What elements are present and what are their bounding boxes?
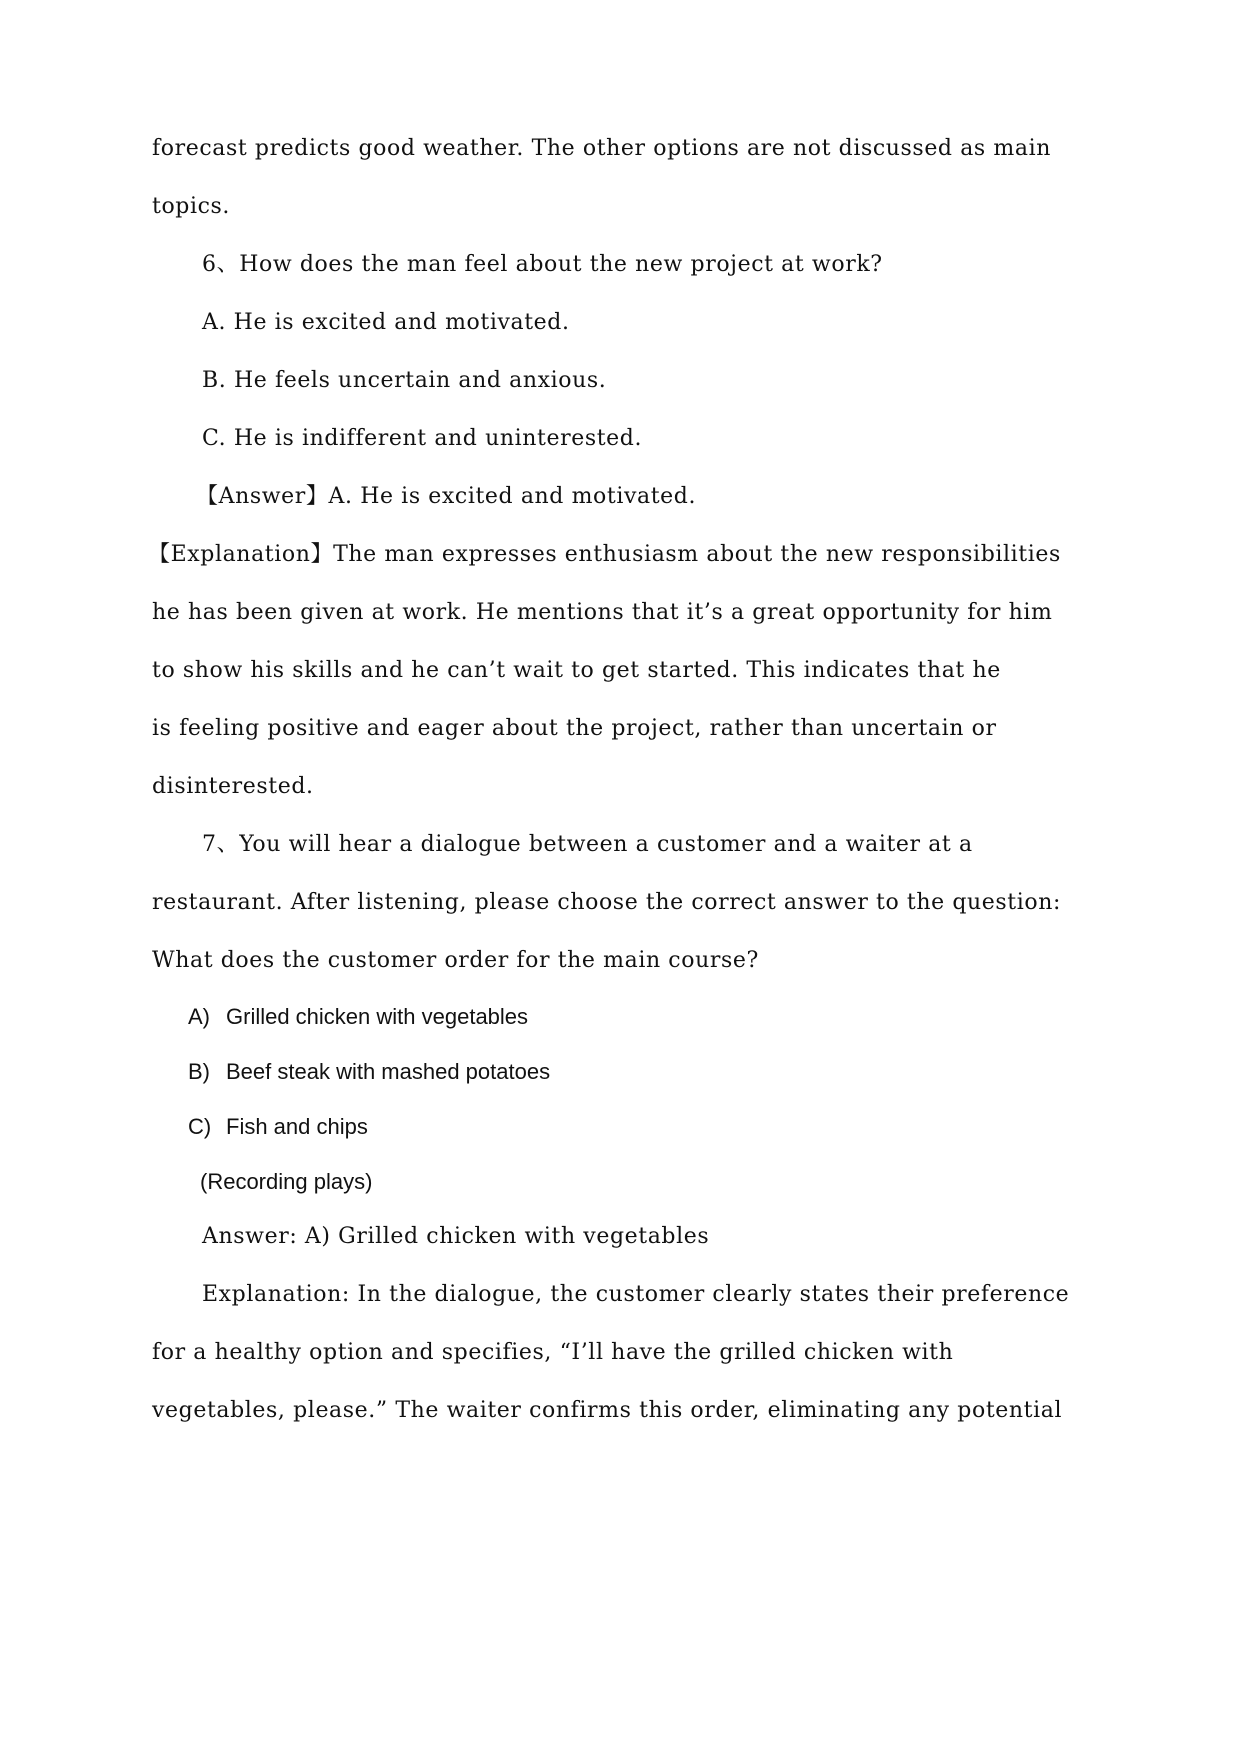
option-text: Beef steak with mashed potatoes (226, 1059, 551, 1084)
question-6-explanation-line: to show his skills and he can’t wait to get started. This indicates that he (152, 658, 1001, 683)
question-6-explanation-line: disinterested. (152, 774, 314, 799)
question-6-option-a: A. He is excited and motivated. (202, 310, 570, 335)
option-letter: A) (188, 1004, 210, 1029)
paragraph-line: topics. (152, 194, 231, 219)
question-6-option-b: B. He feels uncertain and anxious. (202, 368, 607, 393)
question-7-option-b (188, 1057, 1138, 1087)
option-letter: C) (188, 1114, 212, 1139)
option-text: Grilled chicken with vegetables (226, 1004, 529, 1029)
question-6-explanation-line: is feeling positive and eager about the project, rather than uncertain or (152, 716, 997, 741)
recording-note: (Recording plays) (200, 1169, 373, 1194)
question-7-option-c (188, 1112, 1138, 1142)
question-6-option-c: C. He is indifferent and uninterested. (202, 426, 643, 451)
option-letter: B) (188, 1059, 210, 1084)
paragraph-line: forecast predicts good weather. The other options are not discussed as main (152, 136, 1051, 161)
question-6-answer: 【Answer】A. He is excited and motivated. (196, 484, 697, 509)
option-text: Fish and chips (226, 1114, 368, 1139)
question-7-explanation-line: Explanation: In the dialogue, the customer clearly states their preference (202, 1282, 1070, 1307)
question-7-explanation-line: for a healthy option and specifies, “I’ll have the grilled chicken with (152, 1340, 954, 1365)
question-7-answer: Answer: A) Grilled chicken with vegetables (202, 1224, 710, 1249)
question-7-explanation-line: vegetables, please.” The waiter confirms this order, eliminating any potential (152, 1398, 1063, 1423)
question-7-option-a (188, 1002, 1138, 1032)
question-6-stem: 6、How does the man feel about the new project at work? (202, 252, 883, 277)
question-6-explanation-line: he has been given at work. He mentions that it’s a great opportunity for him (152, 600, 1053, 625)
question-6-explanation-line: 【Explanation】The man expresses enthusiasm about the new responsibilities (148, 542, 1061, 567)
question-7-stem-line: What does the customer order for the main course? (152, 948, 759, 973)
question-7-stem-line: restaurant. After listening, please choose the correct answer to the question: (152, 890, 1061, 915)
question-7-stem-line: 7、You will hear a dialogue between a customer and a waiter at a (202, 832, 973, 857)
